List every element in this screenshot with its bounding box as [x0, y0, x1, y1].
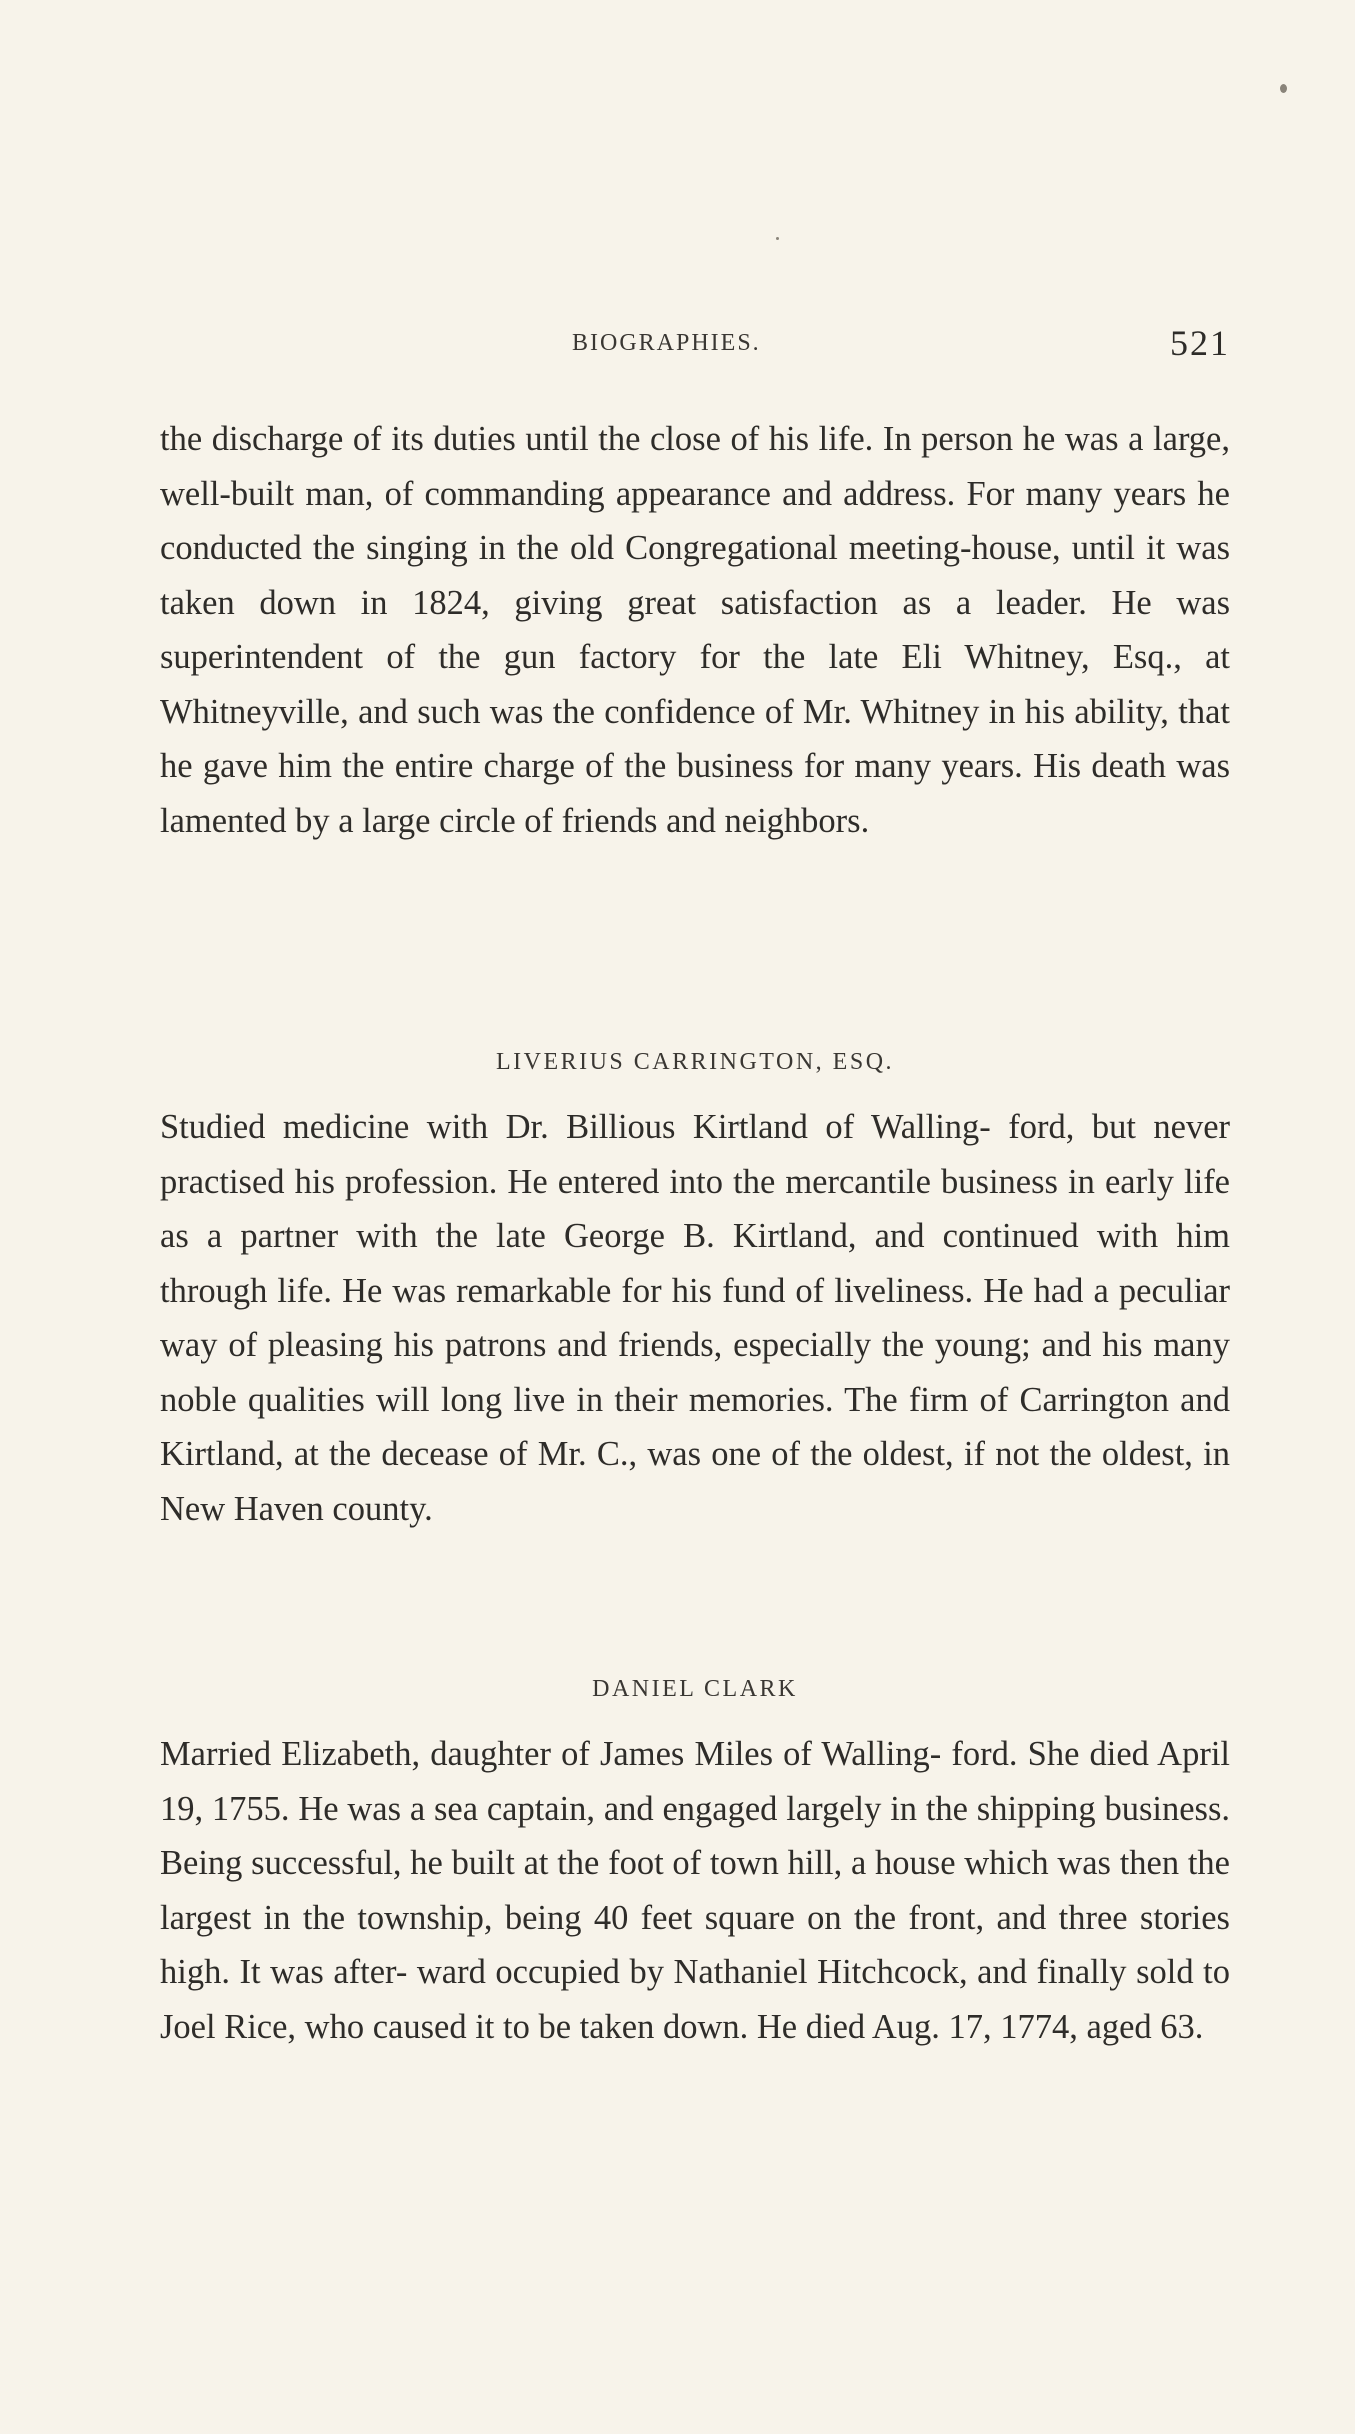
paragraph-carrington: Studied medicine with Dr. Billious Kirtland of Walling- ford, but never practised his profession. He entered into the mercantile business in early life as a partner with the late George B. Kirtland, and continued with him through life. He was remarkable for his fund of liveliness. He had a peculiar way of pleasing his patrons and friends, especially the young; and his many noble qualities will long live in their memories. The firm of Carrington and Kirtland, at the decease of Mr. C., was one of the oldest, if not the oldest, in New Haven county.: [160, 1108, 1230, 1528]
page-number: 521: [1170, 323, 1230, 363]
paper-speck: [776, 237, 779, 240]
paper-speck: [1280, 84, 1287, 93]
running-head: BIOGRAPHIES.: [572, 330, 761, 356]
page-header: [160, 323, 1230, 376]
section-heading-clark: DANIEL CLARK: [592, 1676, 798, 1702]
paragraph-clark: Married Elizabeth, daughter of James Miles of Walling- ford. She died April 19, 1755. He was a sea captain, and engaged largely in the shipping business. Being successful, he built at the foot of town hill, a house which was then the largest in the township, being 40 feet square on the front, and three stories high. It was after- ward occupied by Nathaniel Hitchcock, and finally sold to Joel Rice, who caused it to be taken down. He died Aug. 17, 1774, aged 63.: [160, 1735, 1230, 2046]
section-heading-carrington: LIVERIUS CARRINGTON, ESQ.: [495, 1049, 895, 1075]
paragraph-continuation: the discharge of its duties until the close of his life. In person he was a large, well-built man, of commanding appearance and address. For many years he conducted the singing in the old Congregational meeting-house, until it was taken down in 1824, giving great satisfaction as a leader. He was superintendent of the gun factory for the late Eli Whitney, Esq., at Whitneyville, and such was the confidence of Mr. Whitney in his ability, that he gave him the entire charge of the business for many years. His death was lamented by a large circle of friends and neighbors.: [160, 420, 1230, 840]
